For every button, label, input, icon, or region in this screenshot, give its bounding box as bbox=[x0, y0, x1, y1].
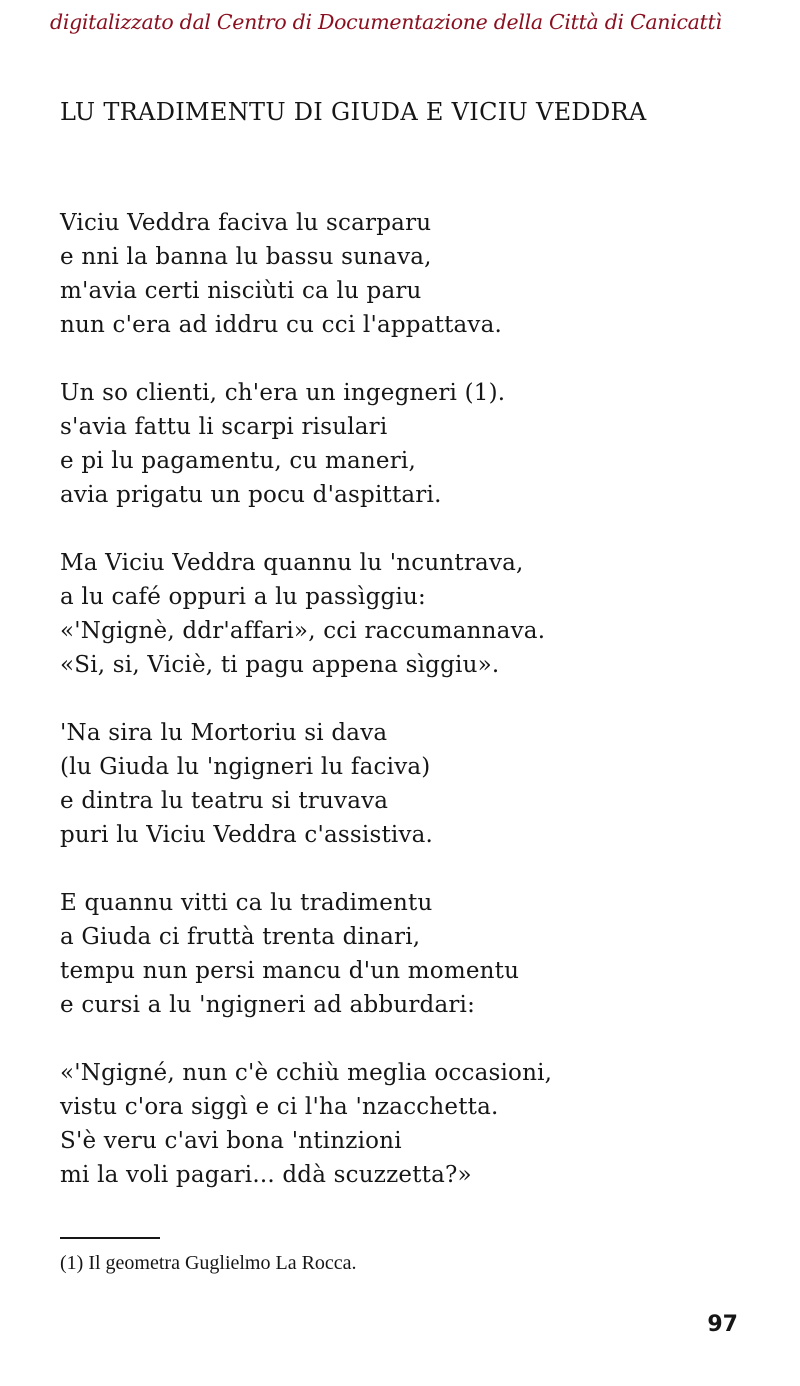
stanza bbox=[60, 1056, 760, 1192]
poem-title: LU TRADIMENTU DI GIUDA E VICIU VEDDRA bbox=[60, 98, 647, 126]
verse-line: Viciu Veddra faciva lu scarparu bbox=[60, 210, 432, 236]
verse-line: «'Ngignè, ddr'affari», cci raccumannava. bbox=[60, 618, 546, 644]
verse-line: «'Ngigné, nun c'è cchiù meglia occasioni, bbox=[60, 1060, 553, 1086]
verse-line: e dintra lu teatru si truvava bbox=[60, 788, 389, 814]
verse-line: mi la voli pagari... ddà scuzzetta?» bbox=[60, 1162, 472, 1188]
verse-line: 'Na sira lu Mortoriu si dava bbox=[60, 720, 388, 746]
footnote: (1) Il geometra Guglielmo La Rocca. bbox=[60, 1252, 357, 1274]
stanza bbox=[60, 716, 760, 852]
stanza bbox=[60, 376, 760, 512]
verse-line: puri lu Viciu Veddra c'assistiva. bbox=[60, 822, 434, 848]
verse-line: Ma Viciu Veddra quannu lu 'ncuntrava, bbox=[60, 550, 524, 576]
digitization-watermark: digitalizzato dal Centro di Documentazione della Città di Canicattì bbox=[50, 10, 722, 34]
footnote-divider bbox=[60, 1237, 160, 1239]
verse-line: Un so clienti, ch'era un ingegneri (1). bbox=[60, 380, 506, 406]
verse-line: e nni la banna lu bassu sunava, bbox=[60, 244, 432, 270]
verse-line: nun c'era ad iddru cu cci l'appattava. bbox=[60, 312, 503, 338]
page-number: 97 bbox=[707, 1312, 738, 1337]
stanza bbox=[60, 886, 760, 1022]
stanza bbox=[60, 546, 760, 682]
verse-line: a Giuda ci fruttà trenta dinari, bbox=[60, 924, 421, 950]
verse-line: (lu Giuda lu 'ngigneri lu faciva) bbox=[60, 754, 431, 780]
verse-line: «Si, si, Viciè, ti pagu appena sìggiu». bbox=[60, 652, 500, 678]
stanza bbox=[60, 206, 760, 342]
poem-body bbox=[60, 206, 760, 1226]
verse-line: E quannu vitti ca lu tradimentu bbox=[60, 890, 433, 916]
verse-line: s'avia fattu li scarpi risulari bbox=[60, 414, 388, 440]
verse-line: e cursi a lu 'ngigneri ad abburdari: bbox=[60, 992, 476, 1018]
verse-line: S'è veru c'avi bona 'ntinzioni bbox=[60, 1128, 402, 1154]
verse-line: e pi lu pagamentu, cu maneri, bbox=[60, 448, 416, 474]
verse-line: avia prigatu un pocu d'aspittari. bbox=[60, 482, 442, 508]
verse-line: tempu nun persi mancu d'un momentu bbox=[60, 958, 520, 984]
verse-line: m'avia certi nisciùti ca lu paru bbox=[60, 278, 422, 304]
verse-line: vistu c'ora siggì e ci l'ha 'nzacchetta. bbox=[60, 1094, 499, 1120]
verse-line: a lu café oppuri a lu passìggiu: bbox=[60, 584, 426, 610]
